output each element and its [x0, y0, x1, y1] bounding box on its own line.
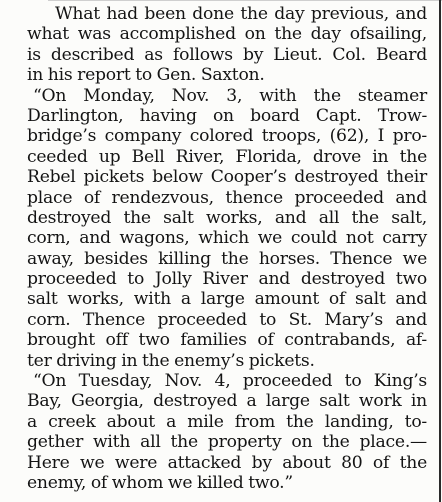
paragraph-1-line-3: is described as follows by Lieut. Col. Beard: [27, 44, 427, 65]
paragraph-3-line-6: enemy, of whom we killed two.”: [27, 472, 293, 493]
column-top-rule: [48, 0, 442, 1]
paragraph-2-line-8: corn, and wagons, which we could not carry: [27, 228, 427, 249]
paragraph-2-line-10: proceeded to Jolly River and destroyed two: [27, 269, 427, 290]
paragraph-2-line-7: destroyed the salt works, and all the salt,: [27, 207, 427, 228]
paragraph-3-line-2: Bay, Georgia, destroyed a large salt work in: [27, 391, 427, 412]
paragraph-2-line-6: place of rendezvous, thence proceeded and: [27, 187, 427, 208]
paragraph-2-line-1: “On Monday, Nov. 3, with the steamer: [33, 85, 427, 106]
paragraph-3-line-5: Here we were attacked by about 80 of the: [27, 452, 427, 473]
paragraph-2-line-13: brought off two families of contrabands, af-: [27, 330, 427, 351]
paragraph-3-line-1: “On Tuesday, Nov. 4, proceeded to King’s: [33, 371, 427, 392]
paragraph-2-line-14: ter driving in the enemy’s pickets.: [27, 350, 315, 371]
paragraph-3-line-3: a creek about a mile from the landing, to-: [27, 411, 427, 432]
paragraph-3-line-4: gether with all the property on the place.—: [27, 432, 427, 453]
paragraph-1-line-2: what was accomplished on the day ofsailing,: [27, 24, 427, 45]
article-column: [27, 4, 427, 493]
paragraph-2-line-4: ceeded up Bell River, Florida, drove in the: [27, 146, 427, 167]
paragraph-1-line-4: in his report to Gen. Saxton.: [27, 65, 265, 86]
paragraph-2-line-5: Rebel pickets below Cooper’s destroyed their: [27, 167, 427, 188]
paragraph-2-line-2: Darlington, having on board Capt. Trow-: [27, 105, 427, 126]
paragraph-2-line-11: salt works, with a large amount of salt and: [27, 289, 427, 310]
column-right-rule: [439, 0, 441, 502]
paragraph-2-line-9: away, besides killing the horses. Thence we: [27, 248, 427, 269]
paragraph-1-line-1: What had been done the day previous, and: [55, 4, 427, 24]
paragraph-2-line-3: bridge’s company colored troops, (62), I pro-: [27, 126, 427, 147]
paragraph-2-line-12: corn. Thence proceeded to St. Mary’s and: [27, 309, 427, 330]
